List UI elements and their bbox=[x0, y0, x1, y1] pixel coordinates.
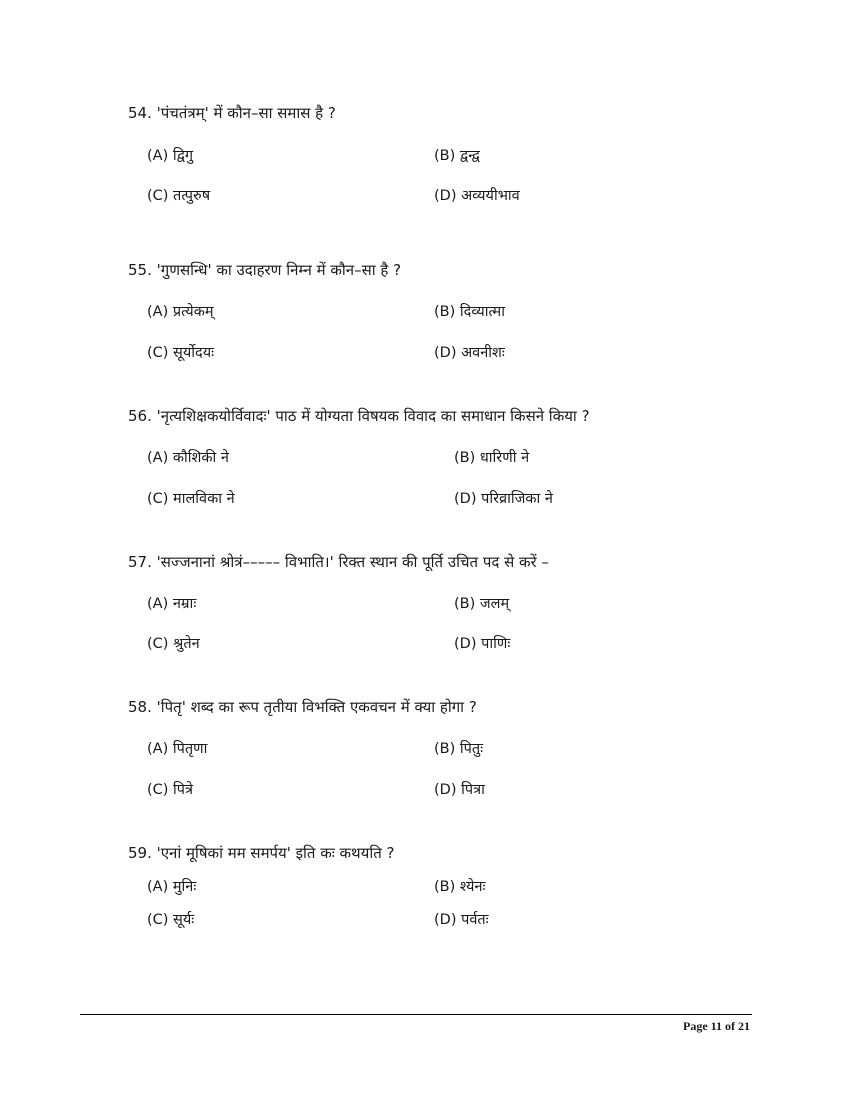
q59-option-a: (A) मुनिः bbox=[147, 879, 197, 895]
question-59: 59. 'एनां मूषिकां मम समर्पय' इति कः कथयति ? bbox=[128, 844, 395, 862]
q56-option-d: (D) परिव्राजिका ने bbox=[454, 491, 553, 507]
q54-option-d: (D) अव्ययीभाव bbox=[434, 188, 520, 204]
question-56: 56. 'नृत्यशिक्षकयोर्विवादः' पाठ में योग्यता विषयक विवाद का समाधान किसने किया ? bbox=[128, 407, 590, 425]
question-55: 55. 'गुणसन्धि' का उदाहरण निम्न में कौन–सा है ? bbox=[128, 261, 402, 279]
question-58: 58. 'पितृ' शब्द का रूप तृतीया विभक्ति एकवचन में क्या होगा ? bbox=[128, 698, 477, 716]
question-57: 57. 'सज्जनानां श्रोत्रं––––– विभाति।' रिक्त स्थान की पूर्ति उचित पद से करें – bbox=[128, 553, 549, 571]
question-54: 54. 'पंचतंत्रम्' में कौन–सा समास है ? bbox=[128, 104, 336, 122]
q54-option-a: (A) द्विगु bbox=[147, 148, 194, 164]
q57-option-c: (C) श्रुतेन bbox=[147, 636, 200, 652]
q54-option-b: (B) द्वन्द्व bbox=[434, 148, 480, 164]
q55-option-d: (D) अवनीशः bbox=[434, 345, 505, 361]
q56-option-a: (A) कौशिकी ने bbox=[147, 450, 229, 466]
q58-option-a: (A) पितृणा bbox=[147, 741, 208, 757]
q57-option-b: (B) जलम् bbox=[454, 596, 510, 612]
q54-option-c: (C) तत्पुरुष bbox=[147, 188, 211, 204]
q55-option-c: (C) सूर्योदयः bbox=[147, 345, 215, 361]
q57-option-a: (A) नम्राः bbox=[147, 596, 197, 612]
q59-option-b: (B) श्येनः bbox=[434, 879, 486, 895]
q55-option-b: (B) दिव्यात्मा bbox=[434, 304, 505, 320]
footer-divider bbox=[80, 1014, 752, 1015]
page-number: Page 11 of 21 bbox=[683, 1019, 750, 1033]
q58-option-b: (B) पितुः bbox=[434, 741, 484, 757]
q59-option-c: (C) सूर्यः bbox=[147, 912, 195, 928]
q58-option-d: (D) पित्रा bbox=[434, 782, 485, 798]
q57-option-d: (D) पाणिः bbox=[454, 636, 511, 652]
q56-option-c: (C) मालविका ने bbox=[147, 491, 235, 507]
q59-option-d: (D) पर्वतः bbox=[434, 912, 489, 928]
q55-option-a: (A) प्रत्येकम् bbox=[147, 304, 214, 320]
q56-option-b: (B) धारिणी ने bbox=[454, 450, 530, 466]
q58-option-c: (C) पित्रे bbox=[147, 782, 194, 798]
